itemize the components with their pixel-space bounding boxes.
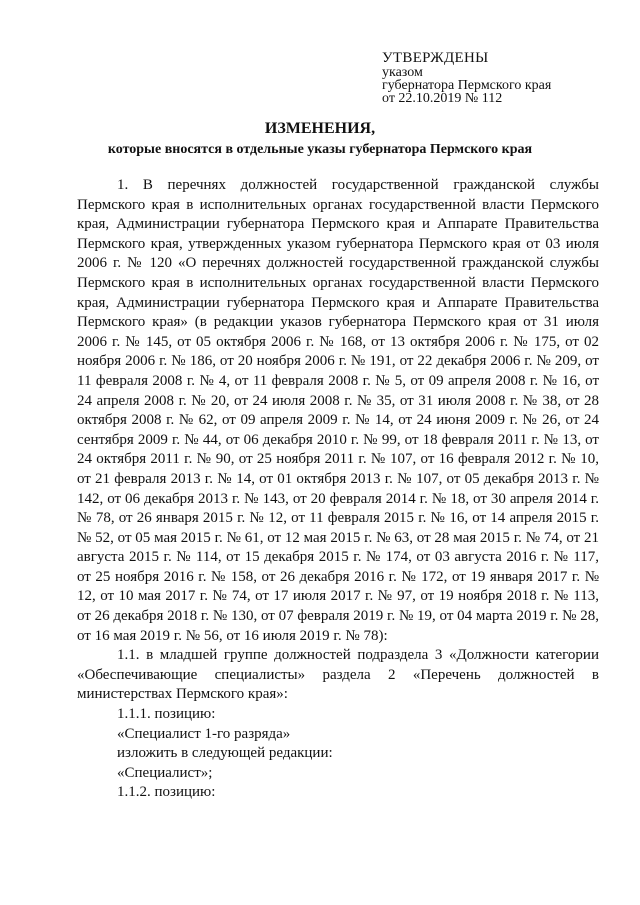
document-title: ИЗМЕНЕНИЯ,: [264, 120, 376, 137]
new-position-text: «Специалист»;: [117, 764, 213, 781]
paragraph-1-1: 1.1. в младшей группе должностей подраздела 3 «Должности категории «Обеспечивающие специалисты» раздела 2 «Перечень должностей в министерствах Пермского края»:: [77, 647, 599, 703]
item-1-1-1: 1.1.1. позицию:: [117, 706, 216, 723]
paragraph-1: 1. В перечнях должностей государственной гражданской службы Пермского края в исполнительных органах государственной власти Пермского края, Администрации губернатора Пермского края и Аппарате Правительства Пермского края, утвержденных указом губернатора Пермского края от 03 июля 2006 г. № 120 «О перечнях должностей государственной гражданской службы Пермского края в исполнительных органах государственной власти Пермского края, Администрации губернатора Пермского края и Аппарате Правительства Пермского края» (в редакции указов губернатора Пермского края от 31 июля 2006 г. № 145, от 05 октября 2006 г. № 168, от 13 октября 2006 г. № 175, от 02 ноября 2006 г. № 186, от 20 ноября 2006 г. № 191, от 22 декабря 2006 г. № 209, от 11 февраля 2008 г. № 4, от 11 февраля 2008 г. № 5, от 09 апреля 2008 г. № 16, от 24 апреля 2008 г. № 20, от 24 июля 2008 г. № 35, от 31 июля 2008 г. № 38, от 28 октября 2008 г. № 62, от 09 апреля 2009 г. № 14, от 24 июня 2009 г. № 26, от 24 сентября 2009 г. № 44, от 06 декабря 2010 г. № 99, от 18 февраля 2011 г. № 13, от 24 октября 2011 г. № 90, от 25 ноября 2011 г. № 107, от 16 февраля 2012 г. № 10, от 21 февраля 2013 г. № 14, от 01 октября 2013 г. № 107, от 05 декабря 2013 г. № 142, от 06 декабря 2013 г. № 143, от 20 февраля 2014 г. № 18, от 30 апреля 2014 г. № 78, от 26 января 2015 г. № 12, от 11 февраля 2015 г. № 16, от 14 апреля 2015 г. № 52, от 05 мая 2015 г. № 61, от 12 мая 2015 г. № 63, от 28 мая 2015 г. № 74, от 21 августа 2015 г. № 114, от 15 декабря 2015 г. № 174, от 03 августа 2016 г. № 117, от 25 ноября 2016 г. № 158, от 26 декабря 2016 г. № 172, от 19 января 2017 г. № 12, от 10 мая 2017 г. № 74, от 17 июля 2017 г. № 97, от 19 ноября 2018 г. № 113, от 26 декабря 2018 г. № 130, от 07 февраля 2019 г. № 19, от 04 марта 2019 г. № 28, от 16 мая 2019 г. № 56, от 16 июля 2019 г. № 78):: [77, 177, 599, 644]
approval-line-2: губернатора Пермского края: [382, 78, 552, 93]
document-body: [77, 176, 599, 803]
document-subtitle: которые вносятся в отдельные указы губернатора Пермского края: [107, 142, 533, 157]
approval-line-3: от 22.10.2019 № 112: [382, 91, 503, 106]
approval-line-1: указом: [382, 65, 423, 80]
amendment-instruction: изложить в следующей редакции:: [117, 745, 333, 762]
item-1-1-2: 1.1.2. позицию:: [117, 784, 216, 801]
approval-stamp: [382, 50, 551, 105]
approval-heading: УТВЕРЖДЕНЫ: [382, 50, 489, 66]
old-position-text: «Специалист 1-го разряда»: [117, 725, 291, 742]
